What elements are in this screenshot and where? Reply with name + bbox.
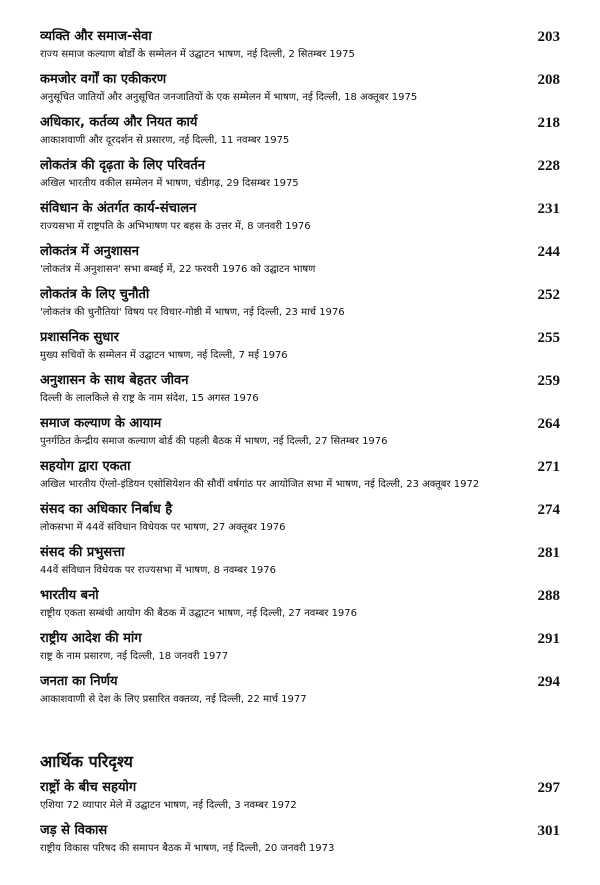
entry-title: लोकतंत्र की दृढ़ता के लिए परिवर्तन <box>40 158 206 173</box>
entry-page-number: 301 <box>537 823 560 839</box>
entry-page-number: 218 <box>537 115 560 131</box>
entry-title: संसद का अधिकार निर्बाध है <box>40 502 173 517</box>
entry-title: भारतीय बनो <box>40 588 99 603</box>
entry-page-number: 297 <box>537 780 560 796</box>
entry-description: एशिया 72 व्यापार मेले में उद्घाटन भाषण, नई दिल्ली, 3 नवम्बर 1972 <box>40 800 297 811</box>
entry-title: समाज कल्याण के आयाम <box>40 416 162 431</box>
entry-description: पुनर्गठित केन्द्रीय समाज कल्याण बोर्ड की पहली बैठक में भाषण, नई दिल्ली, 27 सितम्बर 1976 <box>40 436 388 447</box>
section-list <box>0 779 600 856</box>
toc-entry <box>40 200 560 234</box>
entry-description: राज्य समाज कल्याण बोर्डों के सम्मेलन में उद्घाटन भाषण, नई दिल्ली, 2 सितम्बर 1975 <box>40 49 355 60</box>
toc-entry <box>40 587 560 621</box>
entry-page-number: 274 <box>537 502 560 518</box>
toc-entry <box>40 822 560 856</box>
entry-description: आकाशवाणी और दूरदर्शन से प्रसारण, नई दिल्ली, 11 नवम्बर 1975 <box>40 135 290 146</box>
toc-entry <box>40 673 560 707</box>
toc-entry <box>40 415 560 449</box>
entry-description: अनुसूचित जातियों और अनुसूचित जनजातियों के एक सम्मेलन में भाषण, नई दिल्ली, 18 अक्तूबर 1975 <box>40 92 418 103</box>
entry-title: लोकतंत्र के लिए चुनौती <box>40 287 150 302</box>
toc-entry <box>40 544 560 578</box>
entry-title: सहयोग द्वारा एकता <box>40 459 131 474</box>
entry-title: जनता का निर्णय <box>40 674 118 689</box>
entry-title: अधिकार, कर्तव्य और नियत कार्य <box>40 115 198 130</box>
entry-page-number: 281 <box>537 545 560 561</box>
toc-entry <box>40 286 560 320</box>
entry-page-number: 259 <box>537 373 560 389</box>
entry-page-number: 208 <box>537 72 560 88</box>
section-heading: आर्थिक परिदृश्य <box>40 752 133 771</box>
entry-title: व्यक्ति और समाज-सेवा <box>40 29 152 44</box>
entry-description: 'लोकतंत्र में अनुशासन' सभा बम्बई में, 22 फरवरी 1976 को उद्घाटन भाषण <box>40 264 316 275</box>
entry-page-number: 244 <box>537 244 560 260</box>
entry-description: राज्यसभा में राष्ट्रपति के अभिभाषण पर बहस के उत्तर में, 8 जनवरी 1976 <box>40 221 311 232</box>
entry-page-number: 294 <box>537 674 560 690</box>
toc-list <box>0 28 600 716</box>
entry-page-number: 264 <box>537 416 560 432</box>
entry-title: संविधान के अंतर्गत कार्य-संचालन <box>40 201 197 216</box>
entry-page-number: 203 <box>537 29 560 45</box>
entry-description: आकाशवाणी से देश के लिए प्रसारित वक्तव्य, नई दिल्ली, 22 मार्च 1977 <box>40 694 307 705</box>
toc-entry <box>40 114 560 148</box>
toc-entry <box>40 372 560 406</box>
toc-entry <box>40 779 560 813</box>
entry-description: दिल्ली के लालकिले से राष्ट्र के नाम संदेश, 15 अगस्त 1976 <box>40 393 259 404</box>
entry-title: अनुशासन के साथ बेहतर जीवन <box>40 373 189 388</box>
section-block <box>0 751 600 865</box>
entry-title: राष्ट्रीय आदेश की मांग <box>40 631 142 646</box>
toc-entry <box>40 458 560 492</box>
entry-title: प्रशासनिक सुधार <box>40 330 119 345</box>
toc-entry <box>40 157 560 191</box>
entry-description: राष्ट्र के नाम प्रसारण, नई दिल्ली, 18 जनवरी 1977 <box>40 651 229 662</box>
entry-title: जड़ से विकास <box>40 823 108 838</box>
entry-description: राष्ट्रीय एकता सम्बंधी आयोग की बैठक में उद्घाटन भाषण, नई दिल्ली, 27 नवम्बर 1976 <box>40 608 358 619</box>
entry-page-number: 228 <box>537 158 560 174</box>
entry-page-number: 231 <box>537 201 560 217</box>
entry-title: कमजोर वर्गों का एकीकरण <box>40 72 167 87</box>
entry-description: मुख्य सचिवों के सम्मेलन में उद्घाटन भाषण, नई दिल्ली, 7 मई 1976 <box>40 350 288 361</box>
entry-page-number: 271 <box>537 459 560 475</box>
entry-page-number: 288 <box>537 588 560 604</box>
entry-page-number: 291 <box>537 631 560 647</box>
entry-title: राष्ट्रों के बीच सहयोग <box>40 780 137 795</box>
entry-description: अखिल भारतीय वकील सम्मेलन में भाषण, चंडीगढ़, 29 दिसम्बर 1975 <box>40 178 299 189</box>
toc-entry <box>40 630 560 664</box>
toc-entry <box>40 71 560 105</box>
entry-page-number: 255 <box>537 330 560 346</box>
toc-entry <box>40 501 560 535</box>
entry-description: राष्ट्रीय विकास परिषद की समापन बैठक में भाषण, नई दिल्ली, 20 जनवरी 1973 <box>40 843 335 854</box>
entry-description: लोकसभा में 44वें संविधान विधेयक पर भाषण, 27 अक्तूबर 1976 <box>40 522 286 533</box>
toc-entry <box>40 28 560 62</box>
entry-title: लोकतंत्र में अनुशासन <box>40 244 139 259</box>
entry-description: 44वें संविधान विधेयक पर राज्यसभा में भाषण, 8 नवम्बर 1976 <box>40 565 276 576</box>
toc-entry <box>40 329 560 363</box>
entry-description: 'लोकतंत्र की चुनौतियां' विषय पर विचार-गोष्ठी में भाषण, नई दिल्ली, 23 मार्च 1976 <box>40 307 345 318</box>
entry-description: अखिल भारतीय ऐंग्लो-इंडियन एसोसियेशन की सौवीं वर्षगांठ पर आयोजित सभा में भाषण, नई दिल्ली, 23 अक्तूबर 1972 <box>40 479 480 490</box>
toc-entry <box>40 243 560 277</box>
entry-page-number: 252 <box>537 287 560 303</box>
entry-title: संसद की प्रभुसत्ता <box>40 545 125 560</box>
